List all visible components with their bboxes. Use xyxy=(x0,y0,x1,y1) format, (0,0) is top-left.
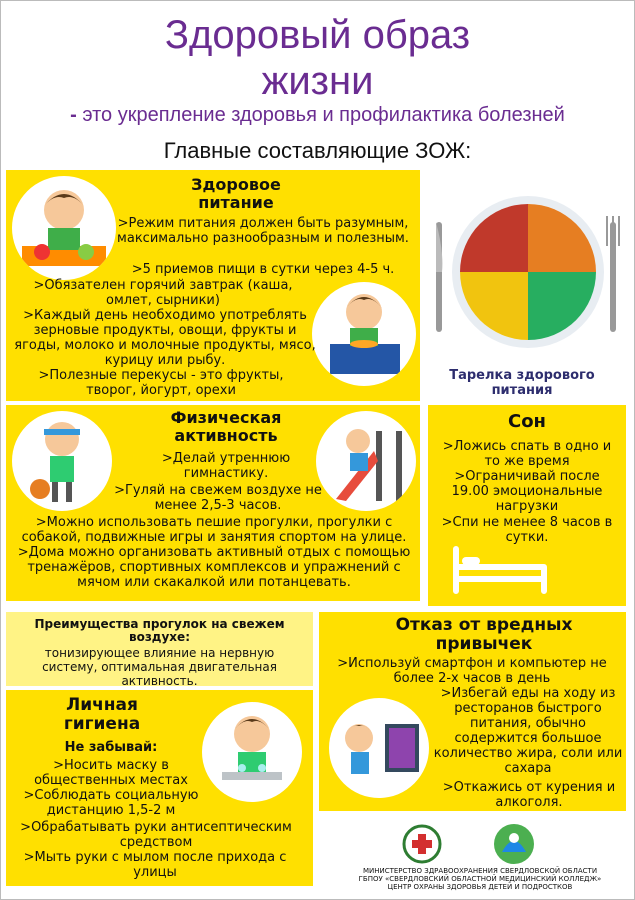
sleep-p3: >Спи не менее 8 часов в сутки. xyxy=(441,515,613,545)
college-logo xyxy=(492,822,536,866)
habits-panel xyxy=(319,612,626,811)
sleep-title: Сон xyxy=(507,411,546,432)
healthy-plate-illustration xyxy=(430,192,626,362)
habits-title-1: Отказ от вредных xyxy=(395,615,573,635)
nutrition-p1: >Режим питания должен быть разумным, максимально разнообразным и полезным. xyxy=(117,216,409,246)
nutrition-p5: >Полезные перекусы - это фрукты, творог, йогурт, орехи xyxy=(38,368,284,398)
activity-p4: >Дома можно организовать активный отдых с помощью тренажёров, спортивных комплексов и упражнений с мячом или скакалкой или потанцевать. xyxy=(17,545,411,590)
walks-title: Преимущества прогулок на свежем воздухе: xyxy=(34,617,285,644)
activity-title-2: активность xyxy=(174,426,278,445)
activity-title-1: Физическая xyxy=(170,408,282,427)
footer-line1: МИНИСТЕРСТВО ЗДРАВООХРАНЕНИЯ СВЕРДЛОВСКОЙ ОБЛАСТИ xyxy=(362,867,598,875)
nutrition-p3: >Обязателен горячий завтрак (каша, омлет, сырники) xyxy=(33,278,293,308)
walks-panel xyxy=(6,612,313,686)
ministry-logo xyxy=(402,824,442,864)
boy-with-ball-illustration xyxy=(12,411,112,511)
bed-icon xyxy=(450,545,550,595)
hygiene-sub: Не забывай: xyxy=(64,740,158,755)
hygiene-panel xyxy=(6,690,313,886)
hygiene-p4: >Мыть руки с мылом после прихода с улицы xyxy=(23,850,287,880)
sleep-p2: >Ограничивай после 19.00 эмоциональные нагрузки xyxy=(451,469,603,514)
nutrition-title-1: Здоровое xyxy=(191,175,281,194)
sleep-panel xyxy=(428,405,626,606)
subtitle-text: это укрепление здоровья и профилактика болезней xyxy=(76,104,565,126)
boy-with-computer-illustration xyxy=(329,698,429,798)
footer-line2: ГБПОУ «СВЕРДЛОВСКИЙ ОБЛАСТНОЙ МЕДИЦИНСКИЙ КОЛЛЕДЖ» xyxy=(358,875,602,883)
hygiene-title-2: гигиена xyxy=(63,714,141,734)
hygiene-title-1: Личная xyxy=(66,695,138,715)
hygiene-p2: >Соблюдать социальную дистанцию 1,5-2 м xyxy=(23,788,199,818)
activity-p1: >Делай утреннюю гимнастику. xyxy=(161,451,291,481)
page-subtitle xyxy=(0,104,635,127)
nutrition-p2: >5 приемов пищи в сутки через 4-5 ч. xyxy=(131,262,395,277)
activity-p2: >Гуляй на свежем воздухе не менее 2,5-3 часов. xyxy=(114,483,322,513)
page-title-line2: жизни xyxy=(261,59,374,103)
nutrition-p4: >Каждый день необходимо употреблять зерновые продукты, овощи, фрукты и ягоды, молоко и молочные продукты, мясо, курицу или рыбу. xyxy=(14,308,316,368)
habits-p3: >Откажись от курения и алкоголя. xyxy=(442,780,616,810)
habits-title-2: привычек xyxy=(435,634,533,654)
boy-on-slide-illustration xyxy=(316,411,416,511)
boy-eating-illustration xyxy=(12,176,116,280)
activity-p3: >Можно использовать пешие прогулки, прогулки с собакой, подвижные игры и занятия спортом на улице. xyxy=(21,515,407,545)
boy-at-table-illustration xyxy=(312,282,416,386)
walks-text: тонизирующее влияние на нервную систему, оптимальная двигательная активность. xyxy=(42,646,277,688)
footer-line3: ЦЕНТР ОХРАНЫ ЗДОРОВЬЯ ДЕТЕЙ И ПОДРОСТКОВ xyxy=(387,883,573,891)
subtitle-dash: - xyxy=(70,104,77,126)
plate-caption: Тарелка здорового питания xyxy=(449,368,595,398)
hygiene-p1: >Носить маску в общественных местах xyxy=(34,758,188,788)
habits-p1: >Используй смартфон и компьютер не более 2-х часов в день xyxy=(337,656,607,686)
boy-washing-hands-illustration xyxy=(202,702,302,802)
section-heading: Главные составляющие ЗОЖ: xyxy=(163,138,472,163)
habits-p2: >Избегай еды на ходу из ресторанов быстрого питания, обычно содержится большое количество жира, соли или сахара xyxy=(433,686,623,776)
hygiene-p3: >Обрабатывать руки антисептическим средством xyxy=(20,820,292,850)
page-title-line1: Здоровый образ xyxy=(164,13,471,57)
activity-panel xyxy=(6,405,420,601)
sleep-p1: >Ложись спать в одно и то же время xyxy=(442,439,612,469)
nutrition-panel xyxy=(6,170,420,401)
nutrition-title-2: питание xyxy=(198,193,274,212)
